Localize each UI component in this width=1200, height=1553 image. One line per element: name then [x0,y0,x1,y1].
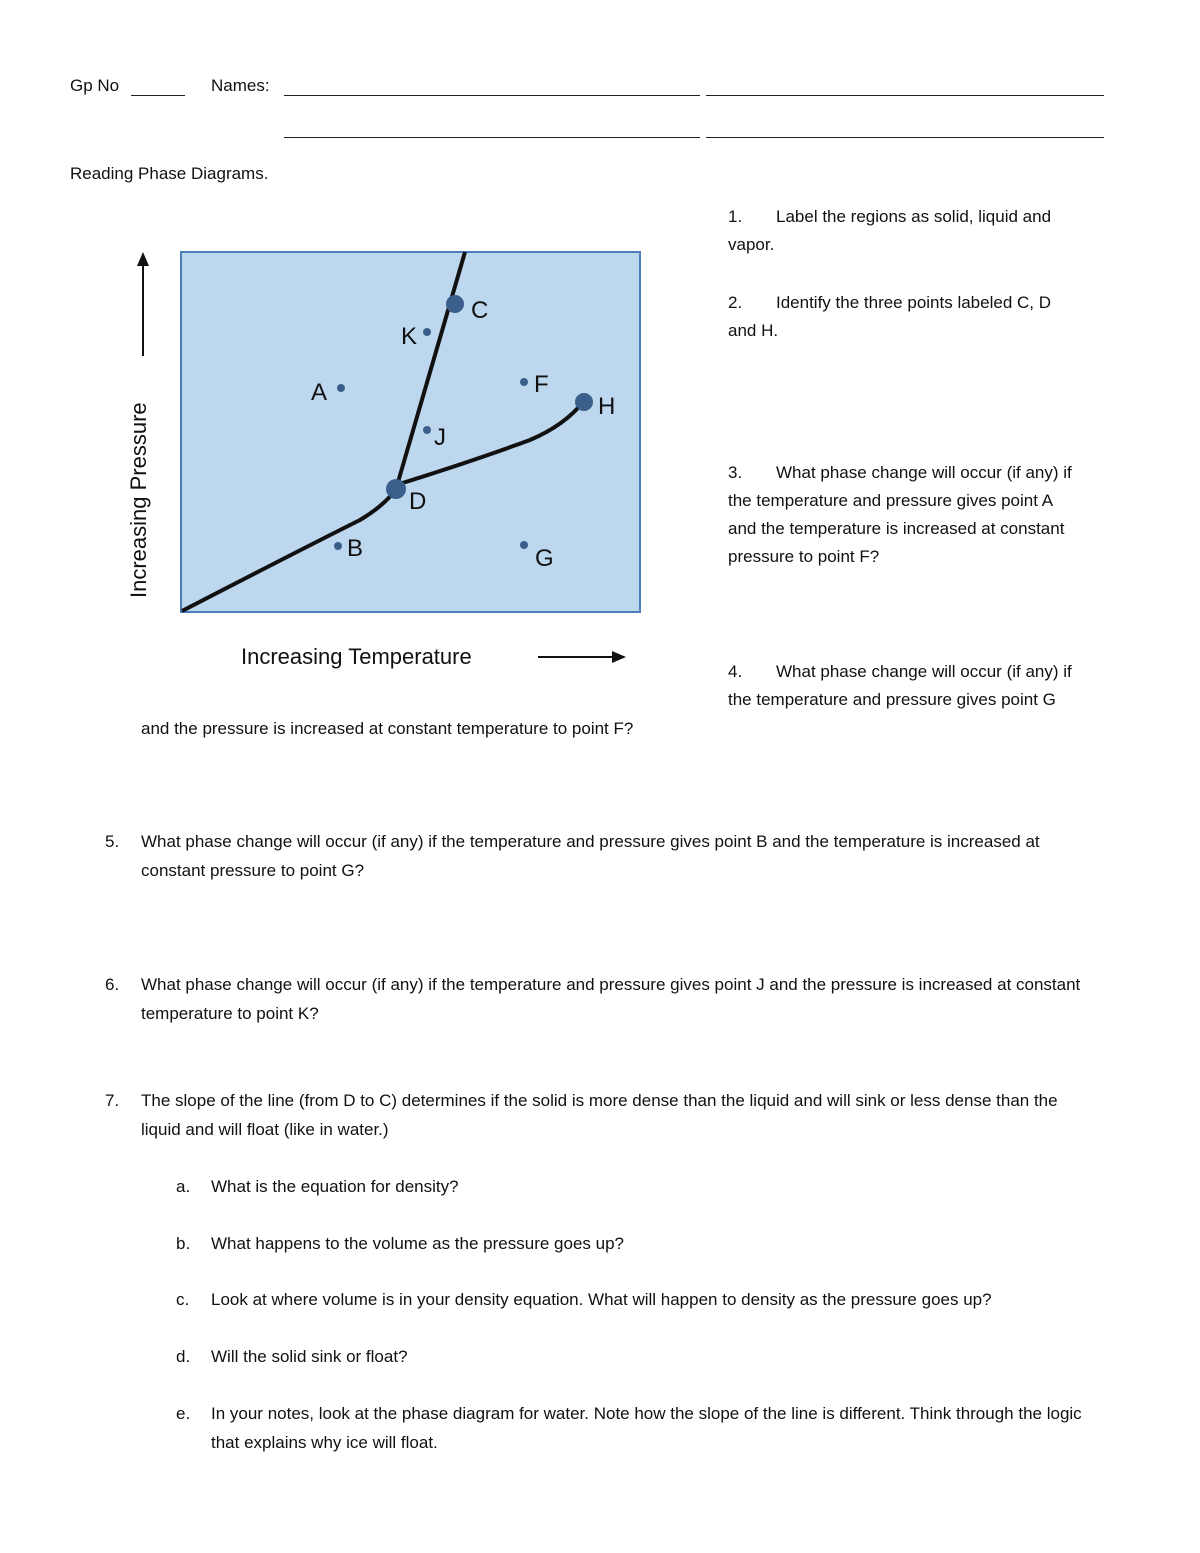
q3-text-b: the temperature and pressure gives point A [728,491,1054,510]
q7c-letter: c. [176,1290,190,1309]
point-f-dot [520,378,528,386]
q1-text-b: vapor. [728,235,775,254]
q7c-text: Look at where volume is in your density equation. What will happen to density as the pressure goes up? [211,1290,992,1309]
diagram-plot-area [181,252,640,612]
q4-text-c: and the pressure is increased at constant temperature to point F? [141,719,634,738]
q7b-text: What happens to the volume as the pressure goes up? [211,1234,624,1253]
q3-text-d: pressure to point F? [728,547,880,566]
q6-number: 6. [105,975,120,994]
point-a-dot [337,384,345,392]
point-j-dot [423,426,431,434]
q1-line1 [728,203,1051,231]
q7b-letter: b. [176,1234,191,1253]
q7a-text: What is the equation for density? [211,1177,459,1196]
q3-text-c: and the temperature is increased at constant [728,519,1065,538]
point-g-dot [520,541,528,549]
q5-number: 5. [105,832,120,851]
point-k-dot [423,328,431,336]
q1-number: 1. [728,207,743,226]
point-f-label: F [534,371,549,398]
q7e-text: In your notes, look at the phase diagram for water. Note how the slope of the line is different. Think through the logic that explains why ice will float. [211,1404,1082,1452]
point-h-dot [575,393,593,411]
point-c-dot [446,295,464,313]
q3-line1 [728,459,1072,487]
point-c-label: C [471,297,489,324]
x-axis-label: Increasing Temperature [241,644,472,669]
q7e-letter: e. [176,1404,191,1423]
q2-text-a: Identify the three points labeled C, D [776,293,1051,312]
q6-text: What phase change will occur (if any) if the temperature and pressure gives point J and the pressure is increased at constant temperature to point K? [141,975,1081,1023]
point-h-label: H [598,393,616,420]
q2-number: 2. [728,293,743,312]
point-d-label: D [409,488,427,515]
y-axis-label: Increasing Pressure [126,402,151,598]
point-b-dot [334,542,342,550]
q7d-letter: d. [176,1347,191,1366]
q7d-text: Will the solid sink or float? [211,1347,408,1366]
names-label: Names: [211,76,270,95]
page-title: Reading Phase Diagrams. [70,164,269,183]
q1-text-a: Label the regions as solid, liquid and [776,207,1052,226]
q4-text-b: the temperature and pressure gives point G [728,690,1056,709]
x-axis-arrow-head [612,651,626,663]
q7a-letter: a. [176,1177,191,1196]
point-k-label: K [401,323,418,350]
q2-line1 [728,289,1051,317]
q5-text: What phase change will occur (if any) if the temperature and pressure gives point B and the temperature is increased at constant pressure to point G? [141,832,1040,880]
point-g-label: G [535,545,554,572]
q4-number: 4. [728,662,743,681]
point-j-label: J [434,424,446,451]
q4-line1 [728,658,1072,686]
point-a-label: A [311,379,328,406]
q3-text-a: What phase change will occur (if any) if [776,463,1072,482]
q7-number: 7. [105,1091,120,1110]
point-b-label: B [347,535,364,562]
y-axis-arrow-head [137,252,149,266]
q7-text: The slope of the line (from D to C) determines if the solid is more dense than the liquid and will sink or less dense than the liquid and will float (like in water.) [141,1091,1058,1139]
phase-diagram [0,0,1200,700]
q4-text-a: What phase change will occur (if any) if [776,662,1072,681]
point-d-dot [386,479,406,499]
q3-number: 3. [728,463,743,482]
q2-text-b: and H. [728,321,779,340]
gp-no-label: Gp No [70,76,120,95]
